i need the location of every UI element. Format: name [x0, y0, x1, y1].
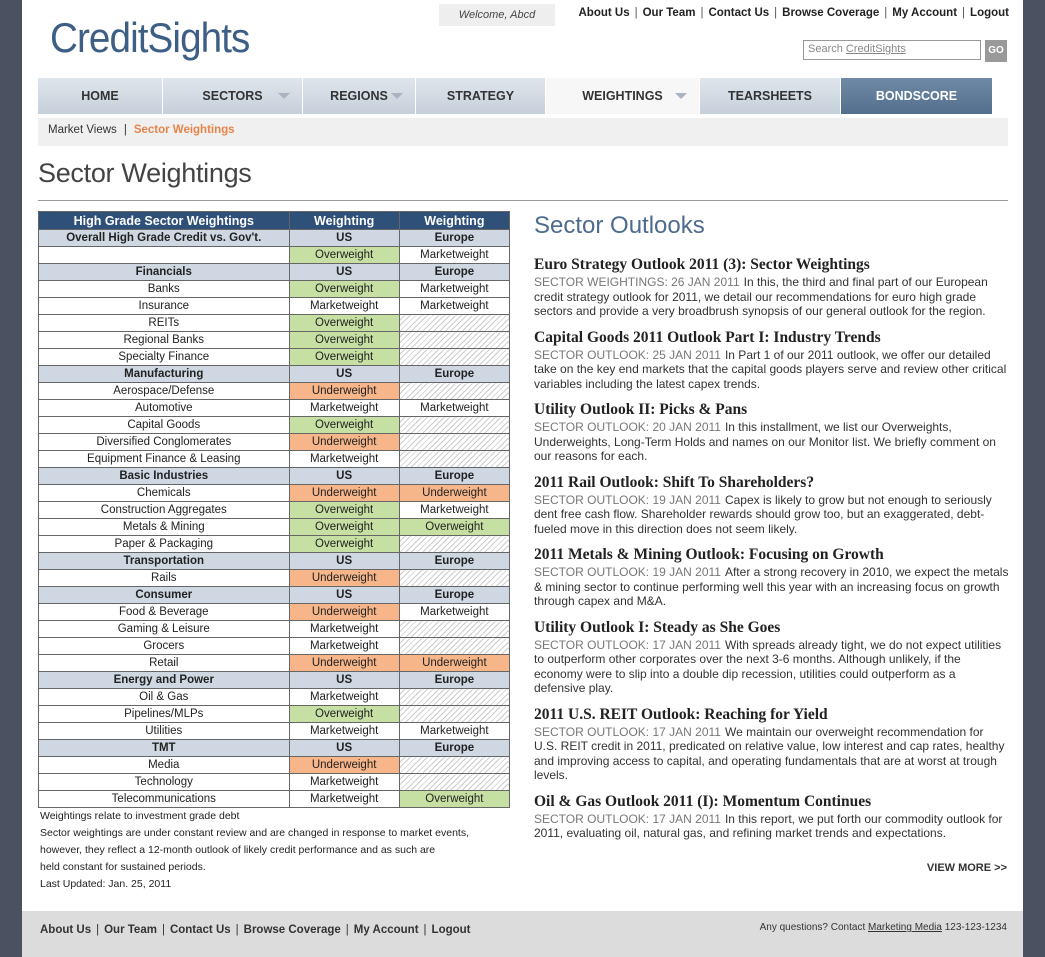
europe-weighting-cell: [399, 417, 509, 434]
section-label: Manufacturing: [39, 366, 290, 383]
europe-weighting-cell: [399, 315, 509, 332]
us-weighting-cell: Underweight: [289, 434, 399, 451]
article-summary: [534, 493, 1010, 537]
top-link-browse-coverage[interactable]: Browse Coverage: [782, 7, 880, 19]
sector-name: [39, 247, 290, 264]
sector-name: Oil & Gas: [39, 689, 290, 706]
table-row: [39, 638, 510, 655]
table-row: [39, 791, 510, 808]
europe-weighting-cell: Marketweight: [399, 723, 509, 740]
europe-weighting-cell: [399, 689, 509, 706]
article-text: In this installment, we list our Overweights, Underweights, Long-Term Holds and names on our Monitor list. We briefly comment on our reasons for each.: [534, 420, 996, 463]
nav-sectors[interactable]: [163, 78, 303, 114]
chevron-down-icon[interactable]: [391, 93, 403, 99]
section-label: Consumer: [39, 587, 290, 604]
section-row: [39, 468, 510, 485]
article-summary: [534, 725, 1010, 783]
article-meta: SECTOR OUTLOOK: 17 JAN 2011: [534, 811, 721, 826]
article-meta: SECTOR WEIGHTINGS: 26 JAN 2011: [534, 275, 740, 289]
us-weighting-cell: Marketweight: [289, 791, 399, 808]
us-weighting-cell: Marketweight: [289, 298, 399, 315]
link-separator: |: [235, 924, 239, 936]
article-meta: SECTOR OUTLOOK: 25 JAN 2011: [534, 347, 721, 362]
table-row: [39, 536, 510, 553]
article-text: In this report, we put forth our commodity outlook for 2011, evaluating oil, natural gas, and refining market trends and expectations.: [534, 811, 1003, 840]
table-header-row: [39, 212, 510, 230]
europe-weighting-cell: Overweight: [399, 519, 509, 536]
table-header-cell: Weighting: [399, 212, 509, 230]
article-title-link[interactable]: 2011 U.S. REIT Outlook: Reaching for Yield: [534, 705, 828, 723]
article-meta: SECTOR OUTLOOK: 19 JAN 2011: [534, 492, 721, 507]
us-weighting-cell: Overweight: [289, 332, 399, 349]
table-row: [39, 604, 510, 621]
europe-weighting-cell: [399, 621, 509, 638]
note-line: Weightings relate to investment grade debt: [40, 810, 240, 822]
europe-weighting-cell: [399, 638, 509, 655]
article-title-link[interactable]: Utility Outlook I: Steady as She Goes: [534, 618, 781, 636]
article-item: [534, 706, 1010, 783]
europe-weighting-cell: Marketweight: [399, 502, 509, 519]
section-label: Financials: [39, 264, 290, 281]
creditsights-logo[interactable]: CreditSights: [50, 14, 250, 61]
top-link-contact-us[interactable]: Contact Us: [708, 7, 770, 19]
article-summary: [534, 812, 1010, 841]
us-weighting-cell: US: [289, 553, 399, 570]
europe-weighting-cell: [399, 536, 509, 553]
outlooks-title: Sector Outlooks: [534, 212, 705, 239]
sector-name: Telecommunications: [39, 791, 290, 808]
footer-link-about-us[interactable]: About Us: [40, 924, 92, 936]
table-row: [39, 451, 510, 468]
footer: [22, 911, 1023, 957]
europe-weighting-cell: Europe: [399, 230, 509, 247]
sector-name: Media: [39, 757, 290, 774]
section-label: Overall High Grade Credit vs. Gov't.: [39, 230, 290, 247]
us-weighting-cell: Overweight: [289, 247, 399, 264]
footer-phone: 123-123-1234: [941, 922, 1007, 933]
sector-name: Technology: [39, 774, 290, 791]
article-meta: SECTOR OUTLOOK: 17 JAN 2011: [534, 637, 721, 652]
europe-weighting-cell: [399, 332, 509, 349]
nav-label: SECTORS: [202, 89, 263, 103]
breadcrumb: Market Views | Sector Weightings: [38, 118, 1008, 146]
us-weighting-cell: US: [289, 740, 399, 757]
sector-name: Diversified Conglomerates: [39, 434, 290, 451]
sector-name: Food & Beverage: [39, 604, 290, 621]
us-weighting-cell: Overweight: [289, 706, 399, 723]
article-text: In Part 1 of our 2011 outlook, we offer our detailed take on the key end markets that the capital goods players serve and review other critical variables including the latest capex trends.: [534, 347, 1007, 391]
footer-contact: [760, 922, 1007, 933]
us-weighting-cell: Marketweight: [289, 774, 399, 791]
article-text: In this, the third and final part of our European credit strategy outlook for 2011, we detail our recommendations for euro high grade sectors and provide a very broadbrush synopsis of our general outlook for the region.: [534, 275, 988, 318]
table-row: [39, 281, 510, 298]
view-more-link[interactable]: VIEW MORE >>: [926, 862, 1007, 874]
search-go-button[interactable]: GO: [985, 40, 1007, 62]
footer-link-our-team[interactable]: Our Team: [104, 924, 157, 936]
us-weighting-cell: Underweight: [289, 485, 399, 502]
section-label: Transportation: [39, 553, 290, 570]
europe-weighting-cell: [399, 774, 509, 791]
us-weighting-cell: Underweight: [289, 757, 399, 774]
section-row: [39, 740, 510, 757]
article-title-link[interactable]: Euro Strategy Outlook 2011 (3): Sector Weightings: [534, 256, 870, 273]
europe-weighting-cell: Europe: [399, 264, 509, 281]
europe-weighting-cell: Marketweight: [399, 400, 509, 417]
europe-weighting-cell: Underweight: [399, 485, 509, 502]
link-separator: |: [161, 924, 165, 936]
page-title: Sector Weightings: [38, 158, 252, 188]
us-weighting-cell: Marketweight: [289, 400, 399, 417]
sector-name: Metals & Mining: [39, 519, 290, 536]
nav-bondscore[interactable]: [841, 78, 992, 114]
nav-home[interactable]: [38, 78, 163, 114]
sector-name: Specialty Finance: [39, 349, 290, 366]
section-label: Basic Industries: [39, 468, 290, 485]
europe-weighting-cell: Europe: [399, 366, 509, 383]
europe-weighting-cell: Europe: [399, 587, 509, 604]
article-meta: SECTOR OUTLOOK: 19 JAN 2011: [534, 565, 721, 579]
europe-weighting-cell: [399, 349, 509, 366]
sector-name: Regional Banks: [39, 332, 290, 349]
link-separator: |: [884, 7, 888, 19]
link-separator: |: [345, 924, 349, 936]
top-link-my-account[interactable]: My Account: [892, 7, 958, 19]
europe-weighting-cell: Overweight: [399, 791, 509, 808]
table-row: [39, 519, 510, 536]
table-row: [39, 621, 510, 638]
nav-tearsheets[interactable]: [700, 78, 841, 114]
table-row: [39, 757, 510, 774]
article-text: Capex is likely to grow but not enough to seriously dent free cash flow. Shareholder rewards should grow too, but an exaggerated, debt-fueled move in this direction does not seem likely.: [534, 492, 992, 536]
link-separator: |: [700, 7, 704, 19]
table-row: [39, 655, 510, 672]
sector-name: Capital Goods: [39, 417, 290, 434]
sector-name: Equipment Finance & Leasing: [39, 451, 290, 468]
search-placeholder: Search: [808, 43, 846, 55]
article-summary: [534, 275, 1010, 319]
weightings-notes: [40, 808, 469, 893]
us-weighting-cell: Overweight: [289, 417, 399, 434]
nav-label: TEARSHEETS: [727, 89, 813, 103]
us-weighting-cell: US: [289, 587, 399, 604]
outlook-articles: [534, 256, 1010, 851]
footer-link-my-account[interactable]: My Account: [353, 924, 419, 936]
us-weighting-cell: Underweight: [289, 655, 399, 672]
section-row: [39, 230, 510, 247]
us-weighting-cell: US: [289, 264, 399, 281]
footer-link-browse-coverage[interactable]: Browse Coverage: [243, 924, 341, 936]
note-line: Last Updated: Jan. 25, 2011: [40, 878, 172, 890]
breadcrumb-market-views[interactable]: Market Views: [48, 124, 117, 136]
article-item: [534, 546, 1010, 609]
table-row: [39, 774, 510, 791]
nav-label: HOME: [81, 89, 119, 103]
europe-weighting-cell: [399, 570, 509, 587]
article-item: [534, 256, 1010, 319]
europe-weighting-cell: Marketweight: [399, 281, 509, 298]
sector-name: Utilities: [39, 723, 290, 740]
us-weighting-cell: US: [289, 230, 399, 247]
link-separator: |: [634, 7, 638, 19]
divider: [38, 200, 1008, 201]
nav-regions[interactable]: [303, 78, 416, 114]
nav-weightings[interactable]: [546, 78, 700, 114]
europe-weighting-cell: Marketweight: [399, 247, 509, 264]
us-weighting-cell: Marketweight: [289, 451, 399, 468]
us-weighting-cell: Overweight: [289, 349, 399, 366]
table-header-cell: High Grade Sector Weightings: [39, 212, 290, 230]
europe-weighting-cell: Europe: [399, 672, 509, 689]
europe-weighting-cell: [399, 434, 509, 451]
us-weighting-cell: US: [289, 366, 399, 383]
link-separator: |: [423, 924, 427, 936]
table-row: [39, 706, 510, 723]
article-title-link[interactable]: 2011 Rail Outlook: Shift To Shareholders?: [534, 473, 815, 491]
europe-weighting-cell: [399, 451, 509, 468]
footer-contact-link[interactable]: Marketing Media: [868, 922, 942, 933]
article-item: [534, 401, 1010, 464]
sector-name: Pipelines/MLPs: [39, 706, 290, 723]
us-weighting-cell: Overweight: [289, 502, 399, 519]
nav-strategy[interactable]: [416, 78, 546, 114]
article-item: [534, 329, 1010, 392]
footer-question: Any questions? Contact: [759, 922, 869, 933]
section-row: [39, 553, 510, 570]
sector-name: Grocers: [39, 638, 290, 655]
link-separator: |: [774, 7, 778, 19]
main-nav: [38, 78, 1008, 114]
table-row: [39, 689, 510, 706]
section-row: [39, 264, 510, 281]
us-weighting-cell: Marketweight: [289, 689, 399, 706]
table-row: [39, 417, 510, 434]
footer-link-contact-us[interactable]: Contact Us: [169, 924, 231, 936]
nav-label: BONDSCORE: [875, 89, 958, 103]
europe-weighting-cell: Europe: [399, 468, 509, 485]
link-separator: |: [962, 7, 966, 19]
article-summary: [534, 638, 1010, 696]
nav-label: REGIONS: [330, 89, 388, 103]
article-text: We maintain our overweight recommendation for U.S. REIT credit in 2011, predicated on relative value, low interest and cap rates, healthy and improving access to capital, and operating fundamentals that are at worst at trough levels.: [534, 724, 1005, 782]
note-line: held constant for sustained periods.: [40, 861, 206, 873]
sector-name: Gaming & Leisure: [39, 621, 290, 638]
section-row: [39, 672, 510, 689]
us-weighting-cell: Underweight: [289, 604, 399, 621]
us-weighting-cell: Marketweight: [289, 723, 399, 740]
sector-name: Automotive: [39, 400, 290, 417]
table-header-cell: Weighting: [289, 212, 399, 230]
us-weighting-cell: Underweight: [289, 383, 399, 400]
section-row: [39, 587, 510, 604]
article-meta: SECTOR OUTLOOK: 20 JAN 2011: [534, 420, 721, 434]
us-weighting-cell: Marketweight: [289, 638, 399, 655]
link-separator: |: [96, 924, 100, 936]
us-weighting-cell: Underweight: [289, 570, 399, 587]
table-row: [39, 247, 510, 264]
breadcrumb-current[interactable]: Sector Weightings: [133, 124, 235, 136]
table-row: [39, 298, 510, 315]
article-text: With spreads already tight, we do not expect utilities to outperform other corporates over the next 3-6 months. Although unlikely, if the economy were to slip into a double dip recession, utilities could outperform as a defensive play.: [534, 637, 1002, 695]
us-weighting-cell: Overweight: [289, 281, 399, 298]
footer-link-logout[interactable]: Logout: [431, 924, 471, 936]
article-summary: [534, 348, 1010, 392]
note-line: however, they reflect a 12-month outlook of likely credit performance and as such are: [40, 844, 436, 856]
us-weighting-cell: Overweight: [289, 315, 399, 332]
us-weighting-cell: US: [289, 468, 399, 485]
top-link-our-team[interactable]: Our Team: [642, 7, 696, 19]
europe-weighting-cell: Marketweight: [399, 604, 509, 621]
table-row: [39, 315, 510, 332]
table-row: [39, 570, 510, 587]
article-title-link[interactable]: Capital Goods 2011 Outlook Part I: Industry Trends: [534, 328, 881, 346]
us-weighting-cell: Marketweight: [289, 621, 399, 638]
chevron-down-icon[interactable]: [675, 93, 687, 99]
weightings-table: [38, 211, 510, 808]
welcome-message: Welcome, Abcd: [439, 4, 555, 26]
sector-name: Chemicals: [39, 485, 290, 502]
sector-name: Banks: [39, 281, 290, 298]
table-row: [39, 349, 510, 366]
europe-weighting-cell: [399, 383, 509, 400]
europe-weighting-cell: [399, 706, 509, 723]
table-row: [39, 723, 510, 740]
section-label: Energy and Power: [39, 672, 290, 689]
chevron-down-icon[interactable]: [278, 93, 290, 99]
europe-weighting-cell: Europe: [399, 553, 509, 570]
europe-weighting-cell: Marketweight: [399, 298, 509, 315]
europe-weighting-cell: Underweight: [399, 655, 509, 672]
us-weighting-cell: Overweight: [289, 536, 399, 553]
article-item: [534, 793, 1010, 841]
top-link-about-us[interactable]: About Us: [578, 7, 630, 19]
article-title-link[interactable]: Utility Outlook II: Picks & Pans: [534, 401, 748, 418]
search-input[interactable]: [803, 40, 981, 60]
table-row: [39, 383, 510, 400]
article-summary: [534, 420, 1010, 464]
sector-name: Insurance: [39, 298, 290, 315]
sector-name: Construction Aggregates: [39, 502, 290, 519]
table-row: [39, 332, 510, 349]
article-item: [534, 619, 1010, 696]
footer-links: [40, 924, 471, 936]
us-weighting-cell: US: [289, 672, 399, 689]
sector-name: Aerospace/Defense: [39, 383, 290, 400]
article-summary: [534, 565, 1010, 609]
section-label: TMT: [39, 740, 290, 757]
table-row: [39, 485, 510, 502]
europe-weighting-cell: [399, 757, 509, 774]
nav-label: STRATEGY: [446, 89, 515, 103]
article-title-link[interactable]: 2011 Metals & Mining Outlook: Focusing on Growth: [534, 546, 884, 563]
table-row: [39, 502, 510, 519]
sector-name: Paper & Packaging: [39, 536, 290, 553]
top-link-logout[interactable]: Logout: [970, 7, 1009, 19]
us-weighting-cell: Overweight: [289, 519, 399, 536]
article-item: [534, 474, 1010, 537]
article-meta: SECTOR OUTLOOK: 17 JAN 2011: [534, 724, 721, 739]
table-row: [39, 400, 510, 417]
search-placeholder-brand: CreditSights: [845, 43, 906, 55]
section-row: [39, 366, 510, 383]
table-row: [39, 434, 510, 451]
sector-name: Rails: [39, 570, 290, 587]
page: [22, 0, 1023, 957]
article-text: After a strong recovery in 2010, we expect the metals & mining sector to continue performing well this year with an increasing focus on growth through capex and M&A.: [534, 565, 1009, 608]
europe-weighting-cell: Europe: [399, 740, 509, 757]
sector-name: Retail: [39, 655, 290, 672]
top-links: [579, 7, 1010, 19]
note-line: Sector weightings are under constant review and are changed in response to market events,: [40, 827, 469, 839]
article-title-link[interactable]: Oil & Gas Outlook 2011 (I): Momentum Continues: [534, 792, 872, 810]
nav-label: WEIGHTINGS: [582, 89, 663, 103]
sector-name: REITs: [39, 315, 290, 332]
